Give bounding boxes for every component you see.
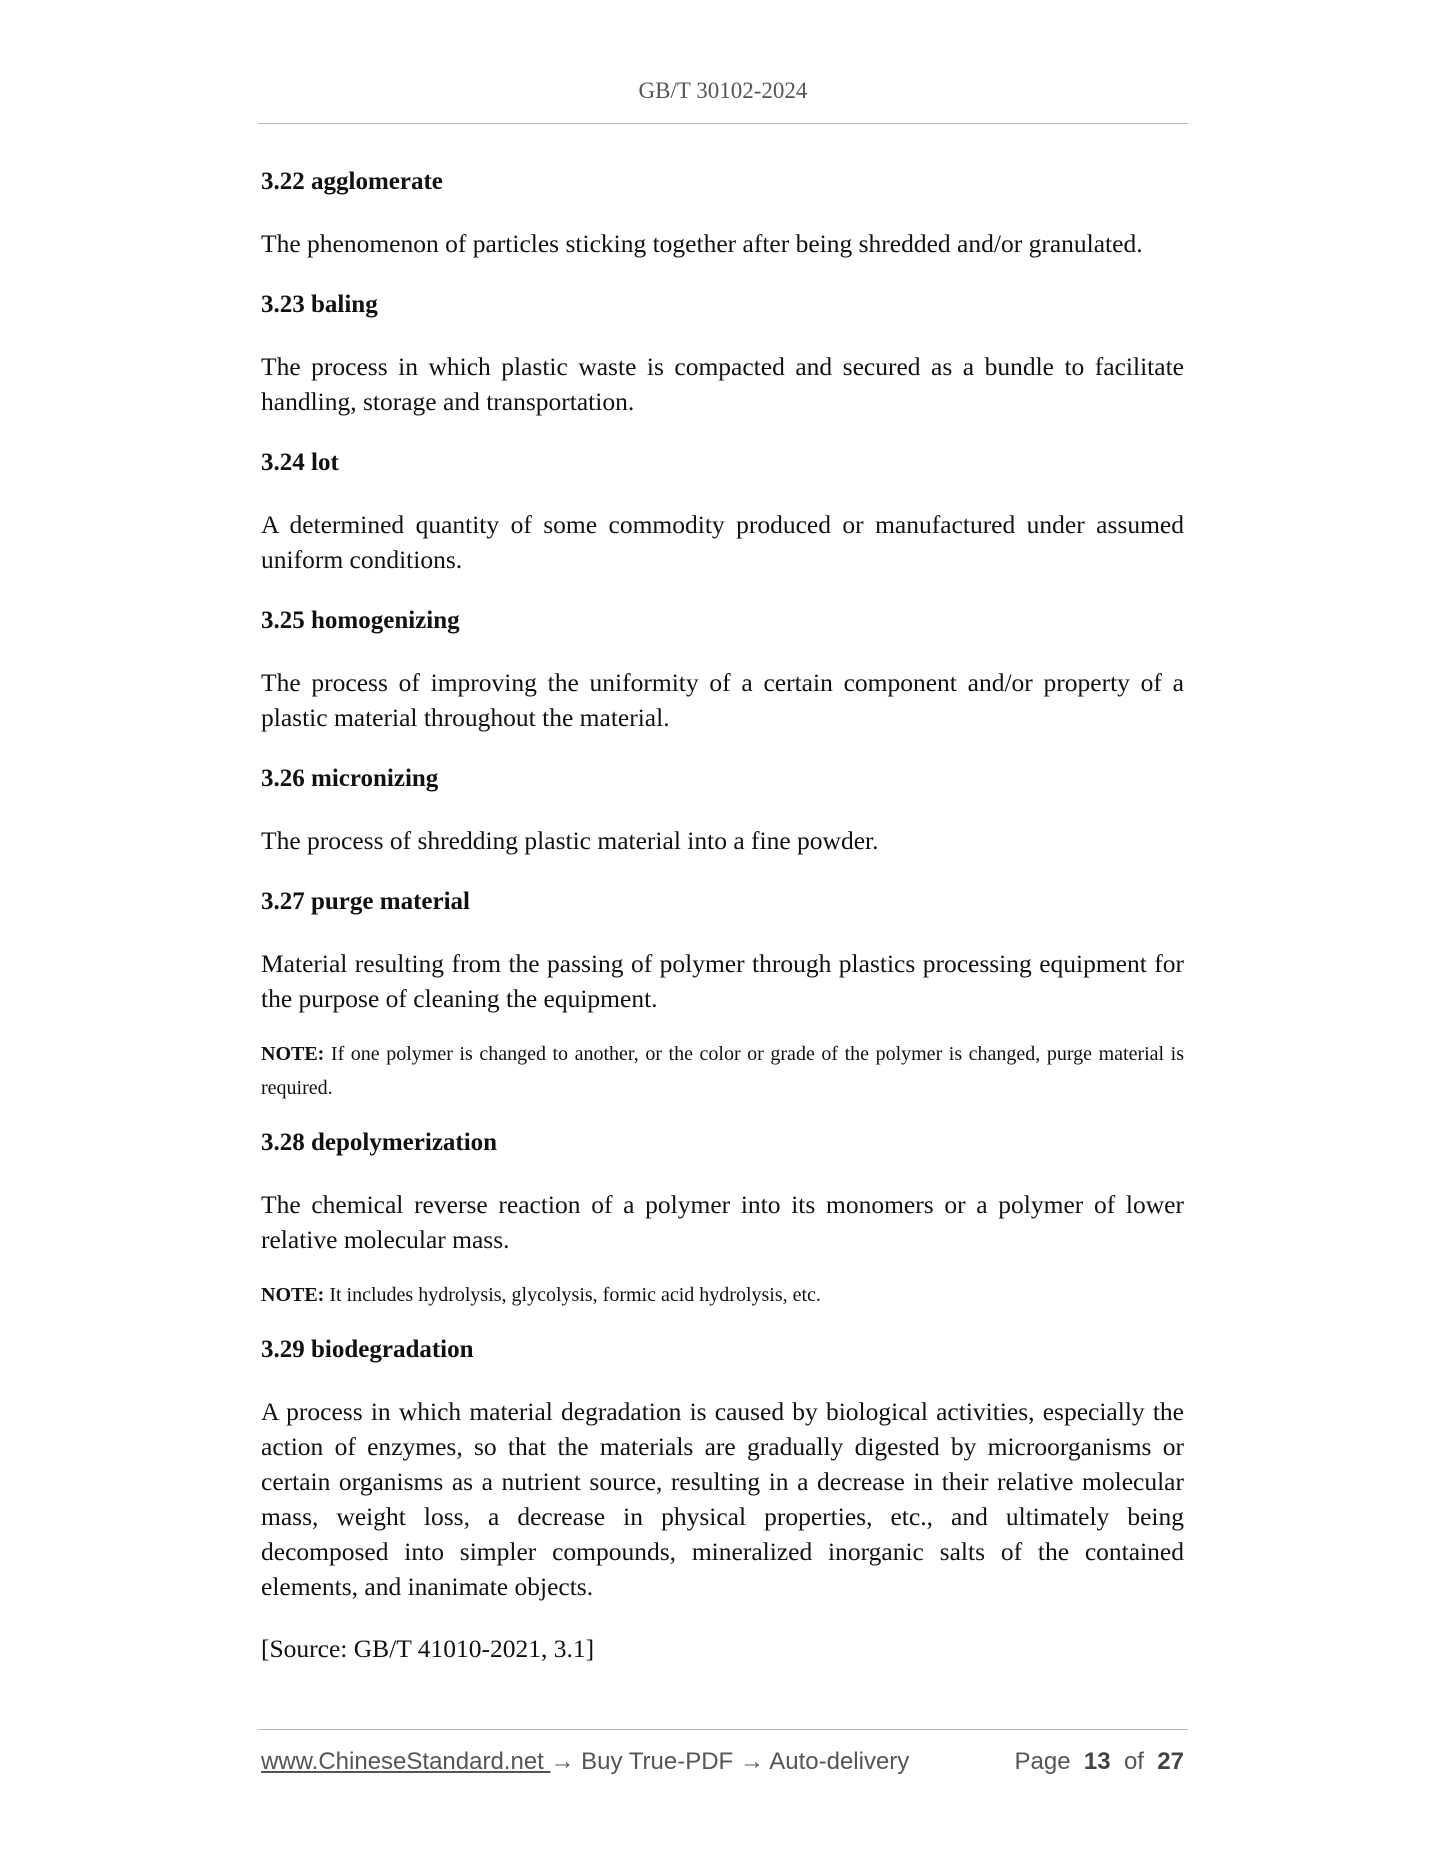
header-divider (258, 123, 1188, 124)
note-label: NOTE: (261, 1043, 325, 1065)
term-title: 3.25 homogenizing (261, 607, 460, 634)
term-definition: The phenomenon of particles sticking together after being shredded and/or granulated. (261, 229, 1143, 258)
term-title: 3.29 biodegradation (261, 1336, 474, 1363)
term-title: 3.27 purge material (261, 888, 470, 915)
total-pages: 27 (1157, 1748, 1184, 1775)
page-word: Page (1014, 1748, 1071, 1775)
term-title: 3.26 micronizing (261, 765, 439, 792)
term-title: 3.23 baling (261, 291, 378, 318)
note-text: If one polymer is changed to another, or the color or grade of the polymer is changed, purge material is required. (261, 1043, 1184, 1099)
term-note (261, 1037, 1184, 1105)
arrow-right-icon: → (733, 1748, 770, 1775)
page-number (1014, 1744, 1184, 1780)
arrow-right-icon: → (550, 1748, 582, 1775)
footer-divider (258, 1729, 1188, 1730)
page-footer (261, 1744, 1184, 1780)
auto-delivery-text: Auto-delivery (769, 1748, 910, 1775)
of-word: of (1123, 1748, 1144, 1775)
term-definition: Material resulting from the passing of polymer through plastics processing equipment for the purpose of cleaning the equipment. (261, 949, 1184, 1013)
note-text: It includes hydrolysis, glycolysis, formic acid hydrolysis, etc. (329, 1284, 821, 1306)
term-title: 3.24 lot (261, 449, 339, 476)
term-title: 3.22 agglomerate (261, 168, 443, 195)
term-source: [Source: GB/T 41010-2021, 3.1] (261, 1634, 595, 1663)
document-body (261, 165, 1184, 1693)
term-title: 3.28 depolymerization (261, 1129, 498, 1156)
footer-links (261, 1744, 909, 1780)
buy-true-pdf-link[interactable]: Buy True-PDF (581, 1748, 734, 1775)
term-definition: A process in which material degradation is caused by biological activities, especially the action of enzymes, so that the materials are gradually digested by microorganisms or certain organisms as a nutrient source, resulting in a decrease in their relative molecular mass, weight loss, a decrease in physical properties, etc., and ultimately being decomposed into simpler compounds, mineralized inorganic salts of the contained elements, and inanimate objects. (261, 1397, 1184, 1601)
term-definition: The process of improving the uniformity of a certain component and/or property of a plastic material throughout the material. (261, 668, 1184, 732)
document-header: GB/T 30102-2024 (638, 78, 808, 103)
term-note (261, 1278, 1184, 1312)
term-definition: The chemical reverse reaction of a polymer into its monomers or a polymer of lower relative molecular mass. (261, 1190, 1184, 1254)
term-definition: The process in which plastic waste is compacted and secured as a bundle to facilitate handling, storage and transportation. (261, 352, 1184, 416)
term-definition: A determined quantity of some commodity produced or manufactured under assumed uniform conditions. (261, 510, 1184, 574)
current-page: 13 (1083, 1748, 1111, 1775)
note-label: NOTE: (261, 1284, 325, 1306)
term-definition: The process of shredding plastic material into a fine powder. (261, 826, 879, 855)
site-link[interactable]: www.ChineseStandard.net (261, 1748, 551, 1775)
